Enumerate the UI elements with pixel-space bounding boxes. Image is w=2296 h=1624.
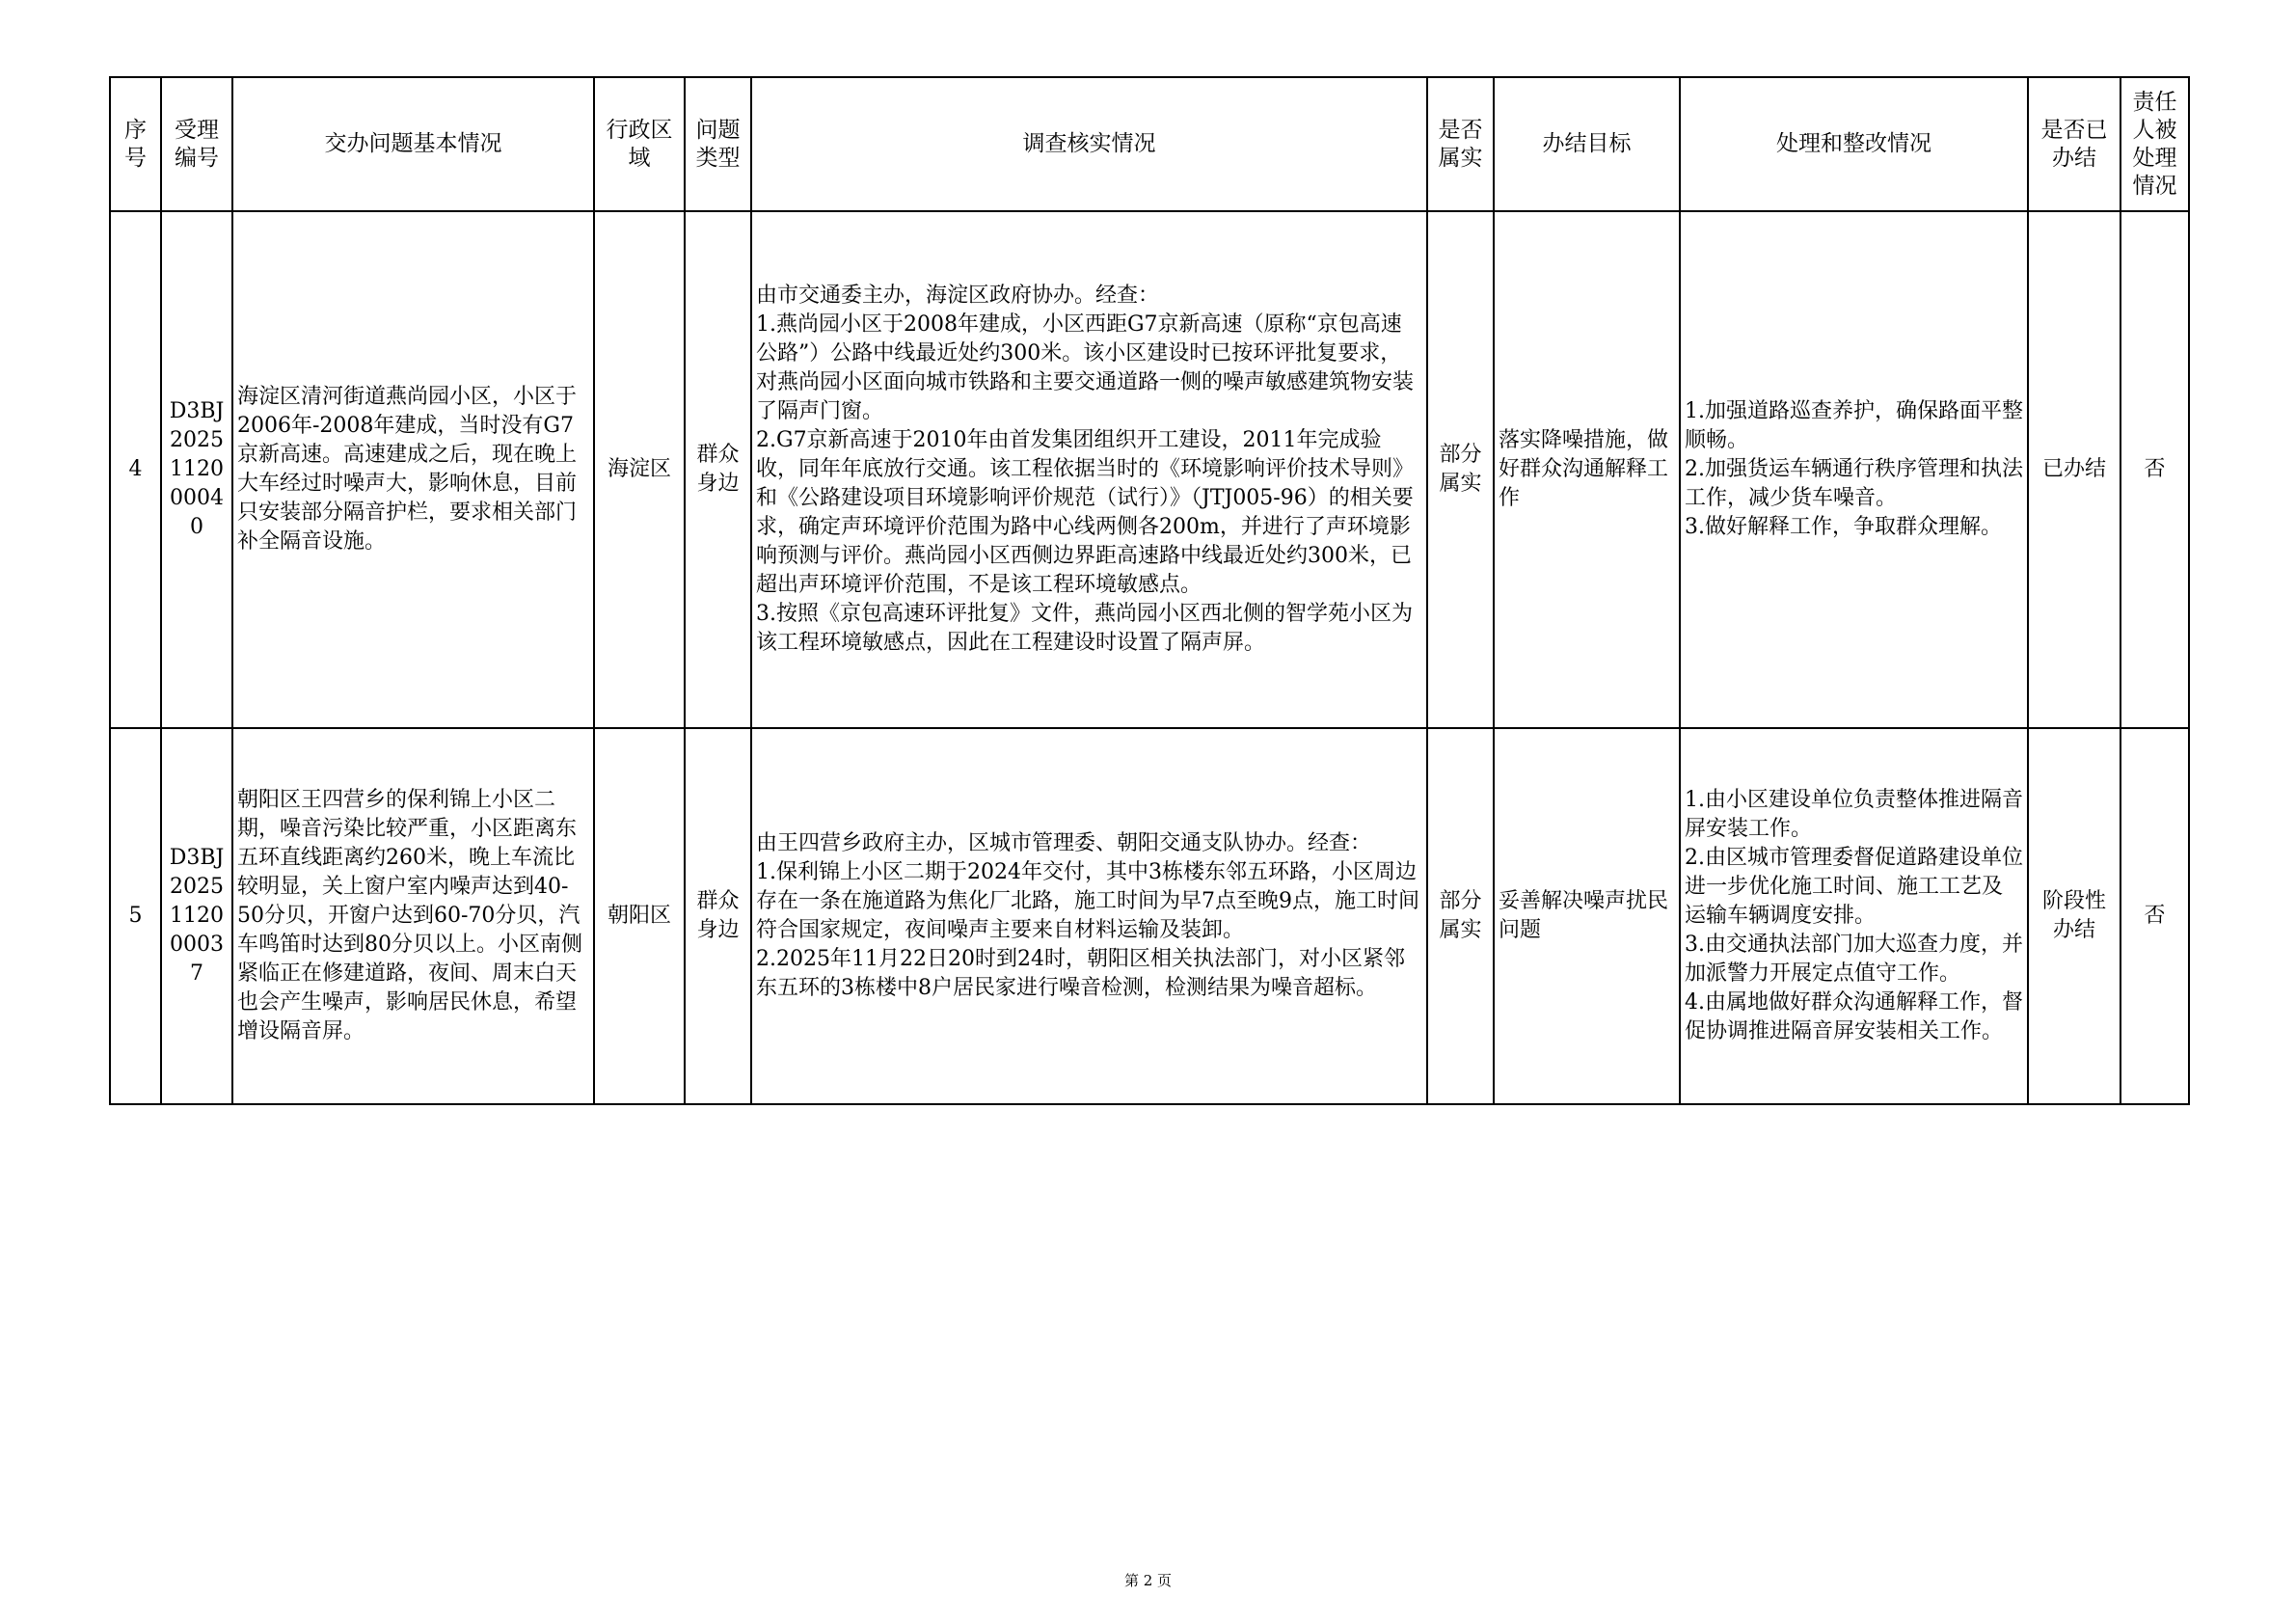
complaint-table bbox=[109, 76, 2190, 1105]
cell-problem: 朝阳区王四营乡的保利锦上小区二期，噪音污染比较严重，小区距离东五环直线距离约260米，晚上车流比较明显，关上窗户室内噪声达到40-50分贝，开窗户达到60-70分贝，汽车鸣笛时达到80分贝以上。小区南侧紧临正在修建道路，夜间、周末白天也会产生噪声，影响居民休息，希望增设隔音屏。 bbox=[232, 728, 594, 1104]
header-row bbox=[110, 77, 2189, 211]
header-closed: 是否已办结 bbox=[2028, 77, 2120, 211]
cell-accountability: 否 bbox=[2120, 728, 2189, 1104]
table-row bbox=[110, 211, 2189, 728]
handling-line: 1.由小区建设单位负责整体推进隔音屏安装工作。 bbox=[1685, 788, 2023, 841]
header-code: 受理编号 bbox=[161, 77, 232, 211]
investigation-line: 2.2025年11月22日20时到24时，朝阳区相关执法部门，对小区紧邻东五环的3栋楼中8户居民家进行噪音检测，检测结果为噪音超标。 bbox=[756, 947, 1405, 1000]
cell-problem: 海淀区清河街道燕尚园小区，小区于2006年-2008年建成，当时没有G7京新高速。高速建成之后，现在晚上大车经过时噪声大，影响休息，目前只安装部分隔音护栏，要求相关部门补全隔音设施。 bbox=[232, 211, 594, 728]
investigation-line: 2.G7京新高速于2010年由首发集团组织开工建设，2011年完成验收，同年年底放行交通。该工程依据当时的《环境影响评价技术导则》和《公路建设项目环境影响评价规范（试行）》（JTJ005-96）的相关要求，确定声环境评价范围为路中心线两侧各200m，并进行了声环境影响预测与评价。燕尚园小区西侧边界距高速路中线最近处约300米，已超出声环境评价范围，不是该工程环境敏感点。 bbox=[756, 428, 1415, 597]
cell-seq: 4 bbox=[110, 211, 161, 728]
cell-seq: 5 bbox=[110, 728, 161, 1104]
cell-closed: 已办结 bbox=[2028, 211, 2120, 728]
header-handling: 处理和整改情况 bbox=[1680, 77, 2028, 211]
investigation-line: 由市交通委主办，海淀区政府协办。经查： bbox=[756, 284, 1160, 308]
header-accountability: 责任人被处理情况 bbox=[2120, 77, 2189, 211]
cell-type: 群众身边 bbox=[685, 211, 751, 728]
investigation-line: 由王四营乡政府主办，区城市管理委、朝阳交通支队协办。经查： bbox=[756, 831, 1372, 855]
cell-district: 朝阳区 bbox=[594, 728, 685, 1104]
investigation-line: 1.保利锦上小区二期于2024年交付，其中3栋楼东邻五环路，小区周边存在一条在施道路为焦化厂北路，施工时间为早7点至晚9点，施工时间符合国家规定，夜间噪声主要来自材料运输及装卸。 bbox=[756, 860, 1419, 942]
handling-line: 1.加强道路巡查养护，确保路面平整顺畅。 bbox=[1685, 399, 2023, 452]
table-row bbox=[110, 728, 2189, 1104]
header-problem: 交办问题基本情况 bbox=[232, 77, 594, 211]
header-investigation: 调查核实情况 bbox=[751, 77, 1427, 211]
investigation-line: 1.燕尚园小区于2008年建成，小区西距G7京新高速（原称“京包高速公路”）公路中线最近处约300米。该小区建设时已按环评批复要求，对燕尚园小区面向城市铁路和主要交通道路一侧的噪声敏感建筑物安装了隔声门窗。 bbox=[756, 312, 1415, 423]
cell-goal: 妥善解决噪声扰民问题 bbox=[1494, 728, 1680, 1104]
cell-closed: 阶段性办结 bbox=[2028, 728, 2120, 1104]
cell-district: 海淀区 bbox=[594, 211, 685, 728]
cell-verified: 部分属实 bbox=[1427, 211, 1494, 728]
cell-accountability: 否 bbox=[2120, 211, 2189, 728]
page-number: 第 2 页 bbox=[1123, 1572, 1173, 1589]
cell-code: D3BJ2025112000040 bbox=[161, 211, 232, 728]
header-verified: 是否属实 bbox=[1427, 77, 1494, 211]
header-seq: 序号 bbox=[110, 77, 161, 211]
cell-investigation bbox=[751, 211, 1427, 728]
handling-line: 3.做好解释工作，争取群众理解。 bbox=[1685, 515, 2002, 539]
header-goal: 办结目标 bbox=[1494, 77, 1680, 211]
cell-investigation bbox=[751, 728, 1427, 1104]
cell-handling bbox=[1680, 211, 2028, 728]
handling-line: 4.由属地做好群众沟通解释工作，督促协调推进隔音屏安装相关工作。 bbox=[1685, 990, 2023, 1043]
handling-line: 3.由交通执法部门加大巡查力度，并加派警力开展定点值守工作。 bbox=[1685, 933, 2023, 986]
cell-goal: 落实降噪措施，做好群众沟通解释工作 bbox=[1494, 211, 1680, 728]
investigation-line: 3.按照《京包高速环评批复》文件，燕尚园小区西北侧的智学苑小区为该工程环境敏感点，因此在工程建设时设置了隔声屏。 bbox=[756, 602, 1413, 655]
cell-type: 群众身边 bbox=[685, 728, 751, 1104]
handling-line: 2.加强货运车辆通行秩序管理和执法工作，减少货车噪音。 bbox=[1685, 457, 2023, 510]
cell-verified: 部分属实 bbox=[1427, 728, 1494, 1104]
cell-handling bbox=[1680, 728, 2028, 1104]
header-type: 问题类型 bbox=[685, 77, 751, 211]
cell-code: D3BJ2025112000037 bbox=[161, 728, 232, 1104]
handling-line: 2.由区城市管理委督促道路建设单位进一步优化施工时间、施工工艺及运输车辆调度安排。 bbox=[1685, 846, 2023, 928]
header-district: 行政区域 bbox=[594, 77, 685, 211]
